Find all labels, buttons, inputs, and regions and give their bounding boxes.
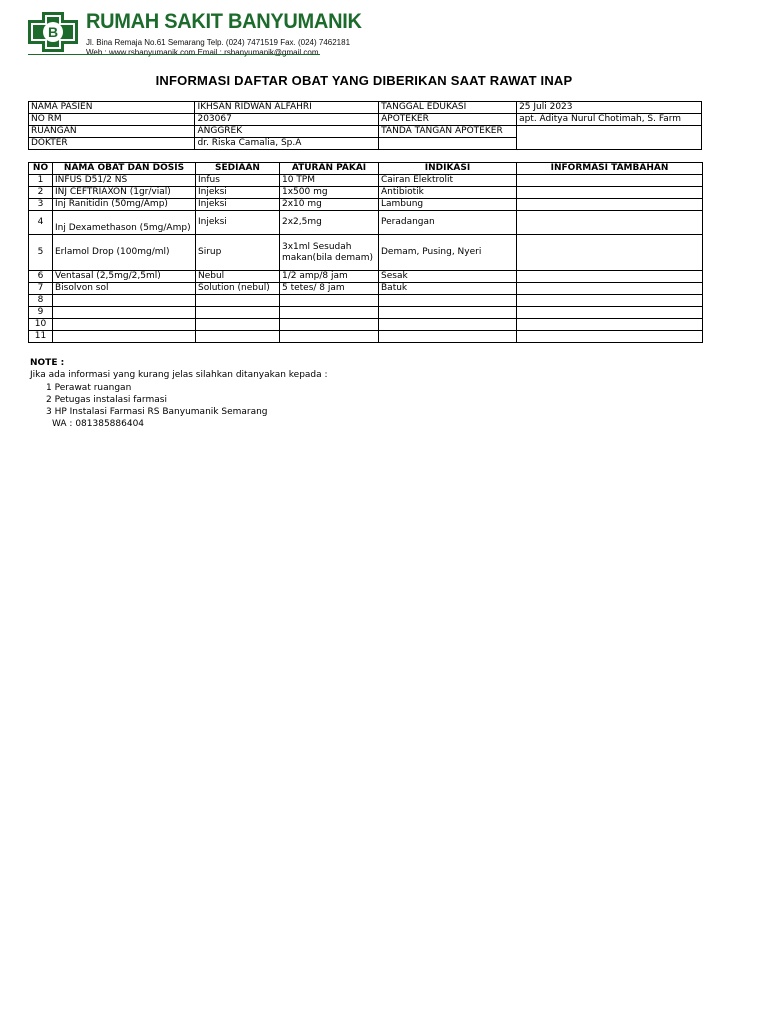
row-informasi-tambahan bbox=[517, 211, 703, 235]
row-indikasi: Peradangan bbox=[379, 211, 517, 235]
header-nama-obat: NAMA OBAT DAN DOSIS bbox=[53, 163, 196, 175]
medication-row bbox=[29, 211, 703, 235]
row-no: 7 bbox=[29, 283, 53, 295]
medication-row bbox=[29, 331, 703, 343]
row-aturan-pakai: 10 TPM bbox=[280, 175, 379, 187]
row-informasi-tambahan bbox=[517, 319, 703, 331]
hospital-header bbox=[28, 10, 362, 57]
row-nama-obat bbox=[53, 307, 196, 319]
row-nama-obat: INJ CEFTRIAXON (1gr/vial) bbox=[53, 187, 196, 199]
nama-pasien-label: NAMA PASIEN bbox=[29, 102, 195, 114]
row-sediaan bbox=[196, 319, 280, 331]
row-no: 5 bbox=[29, 235, 53, 271]
row-sediaan bbox=[196, 307, 280, 319]
ruangan-value: ANGGREK bbox=[195, 126, 379, 138]
empty-cell bbox=[379, 138, 517, 150]
nama-pasien-value: IKHSAN RIDWAN ALFAHRI bbox=[195, 102, 379, 114]
row-aturan-pakai: 1/2 amp/8 jam bbox=[280, 271, 379, 283]
hospital-address: Jl. Bina Remaja No.61 Semarang Telp. (024) 7471519 Fax. (024) 7462181 bbox=[86, 38, 351, 47]
row-nama-obat bbox=[53, 295, 196, 307]
row-sediaan bbox=[196, 331, 280, 343]
row-aturan-pakai bbox=[280, 295, 379, 307]
row-informasi-tambahan bbox=[517, 199, 703, 211]
row-indikasi: Lambung bbox=[379, 199, 517, 211]
medication-row bbox=[29, 187, 703, 199]
row-indikasi: Batuk bbox=[379, 283, 517, 295]
row-indikasi: Antibiotik bbox=[379, 187, 517, 199]
ruangan-label: RUANGAN bbox=[29, 126, 195, 138]
tanggal-edukasi-label: TANGGAL EDUKASI bbox=[379, 102, 517, 114]
row-informasi-tambahan bbox=[517, 235, 703, 271]
row-sediaan bbox=[196, 295, 280, 307]
row-aturan-pakai: 2x10 mg bbox=[280, 199, 379, 211]
notes-item: 3 HP Instalasi Farmasi RS Banyumanik Semarang bbox=[46, 407, 268, 418]
row-indikasi bbox=[379, 319, 517, 331]
header-informasi-tambahan: INFORMASI TAMBAHAN bbox=[517, 163, 703, 175]
notes-intro: Jika ada informasi yang kurang jelas silahkan ditanyakan kepada : bbox=[30, 370, 328, 381]
header-divider bbox=[28, 54, 320, 55]
medication-row bbox=[29, 235, 703, 271]
info-row bbox=[29, 126, 702, 138]
header-indikasi: INDIKASI bbox=[379, 163, 517, 175]
row-aturan-pakai bbox=[280, 331, 379, 343]
row-aturan-pakai: 3x1ml Sesudah makan(bila demam) bbox=[280, 235, 379, 271]
medication-row bbox=[29, 283, 703, 295]
row-sediaan: Infus bbox=[196, 175, 280, 187]
document-title: INFORMASI DAFTAR OBAT YANG DIBERIKAN SAAT RAWAT INAP bbox=[155, 73, 573, 88]
notes-item: 1 Perawat ruangan bbox=[46, 382, 132, 393]
ttd-apoteker-label: TANDA TANGAN APOTEKER bbox=[379, 126, 517, 138]
row-indikasi bbox=[379, 307, 517, 319]
medication-row bbox=[29, 295, 703, 307]
dokter-value: dr. Riska Camalia, Sp.A bbox=[195, 138, 379, 150]
medication-row bbox=[29, 175, 703, 187]
header-no: NO bbox=[29, 163, 53, 175]
notes-title: NOTE : bbox=[30, 358, 65, 368]
row-informasi-tambahan bbox=[517, 271, 703, 283]
logo-letter: B bbox=[47, 24, 59, 40]
row-nama-obat bbox=[53, 331, 196, 343]
notes-item: 2 Petugas instalasi farmasi bbox=[46, 394, 167, 405]
row-informasi-tambahan bbox=[517, 331, 703, 343]
row-sediaan: Injeksi bbox=[196, 187, 280, 199]
row-informasi-tambahan bbox=[517, 283, 703, 295]
info-row bbox=[29, 114, 702, 126]
apoteker-value: apt. Aditya Nurul Chotimah, S. Farm bbox=[517, 114, 702, 126]
row-informasi-tambahan bbox=[517, 187, 703, 199]
medication-row bbox=[29, 307, 703, 319]
dokter-label: DOKTER bbox=[29, 138, 195, 150]
hospital-name: RUMAH SAKIT BANYUMANIK bbox=[86, 10, 362, 34]
hospital-contact: Web : www.rsbanyumanik.com Email : rsbanyumanik@gmail.com bbox=[86, 48, 319, 57]
notes-section bbox=[30, 357, 328, 431]
row-aturan-pakai: 2x2,5mg bbox=[280, 211, 379, 235]
row-no: 10 bbox=[29, 319, 53, 331]
patient-info-table bbox=[28, 101, 702, 150]
medication-table bbox=[28, 162, 703, 343]
row-sediaan: Solution (nebul) bbox=[196, 283, 280, 295]
no-rm-label: NO RM bbox=[29, 114, 195, 126]
info-row bbox=[29, 102, 702, 114]
ttd-apoteker-value bbox=[517, 126, 702, 150]
medication-row bbox=[29, 319, 703, 331]
row-no: 1 bbox=[29, 175, 53, 187]
row-aturan-pakai: 1x500 mg bbox=[280, 187, 379, 199]
row-no: 3 bbox=[29, 199, 53, 211]
row-no: 11 bbox=[29, 331, 53, 343]
row-informasi-tambahan bbox=[517, 175, 703, 187]
row-nama-obat bbox=[53, 319, 196, 331]
row-no: 6 bbox=[29, 271, 53, 283]
row-sediaan: Sirup bbox=[196, 235, 280, 271]
row-nama-obat: INFUS D51/2 NS bbox=[53, 175, 196, 187]
row-indikasi: Cairan Elektrolit bbox=[379, 175, 517, 187]
row-informasi-tambahan bbox=[517, 295, 703, 307]
row-nama-obat: Ventasal (2,5mg/2,5ml) bbox=[53, 271, 196, 283]
row-aturan-pakai bbox=[280, 307, 379, 319]
row-indikasi: Demam, Pusing, Nyeri bbox=[379, 235, 517, 271]
header-aturan-pakai: ATURAN PAKAI bbox=[280, 163, 379, 175]
row-indikasi: Sesak bbox=[379, 271, 517, 283]
medication-row bbox=[29, 271, 703, 283]
row-nama-obat: Inj Ranitidin (50mg/Amp) bbox=[53, 199, 196, 211]
apoteker-label: APOTEKER bbox=[379, 114, 517, 126]
medication-row bbox=[29, 199, 703, 211]
header-sediaan: SEDIAAN bbox=[196, 163, 280, 175]
row-no: 8 bbox=[29, 295, 53, 307]
row-aturan-pakai bbox=[280, 319, 379, 331]
row-nama-obat: Bisolvon sol bbox=[53, 283, 196, 295]
row-aturan-pakai: 5 tetes/ 8 jam bbox=[280, 283, 379, 295]
row-informasi-tambahan bbox=[517, 307, 703, 319]
tanggal-edukasi-value: 25 Juli 2023 bbox=[517, 102, 702, 114]
row-no: 2 bbox=[29, 187, 53, 199]
row-indikasi bbox=[379, 295, 517, 307]
medication-header-row bbox=[29, 163, 703, 175]
row-nama-obat: Inj Dexamethason (5mg/Amp) bbox=[53, 211, 196, 235]
row-sediaan: Injeksi bbox=[196, 199, 280, 211]
row-indikasi bbox=[379, 331, 517, 343]
notes-whatsapp: WA : 081385886404 bbox=[52, 419, 145, 430]
row-no: 9 bbox=[29, 307, 53, 319]
hospital-logo-icon bbox=[28, 12, 78, 52]
row-sediaan: Nebul bbox=[196, 271, 280, 283]
row-no: 4 bbox=[29, 211, 53, 235]
row-sediaan: Injeksi bbox=[196, 211, 280, 235]
no-rm-value: 203067 bbox=[195, 114, 379, 126]
row-nama-obat: Erlamol Drop (100mg/ml) bbox=[53, 235, 196, 271]
